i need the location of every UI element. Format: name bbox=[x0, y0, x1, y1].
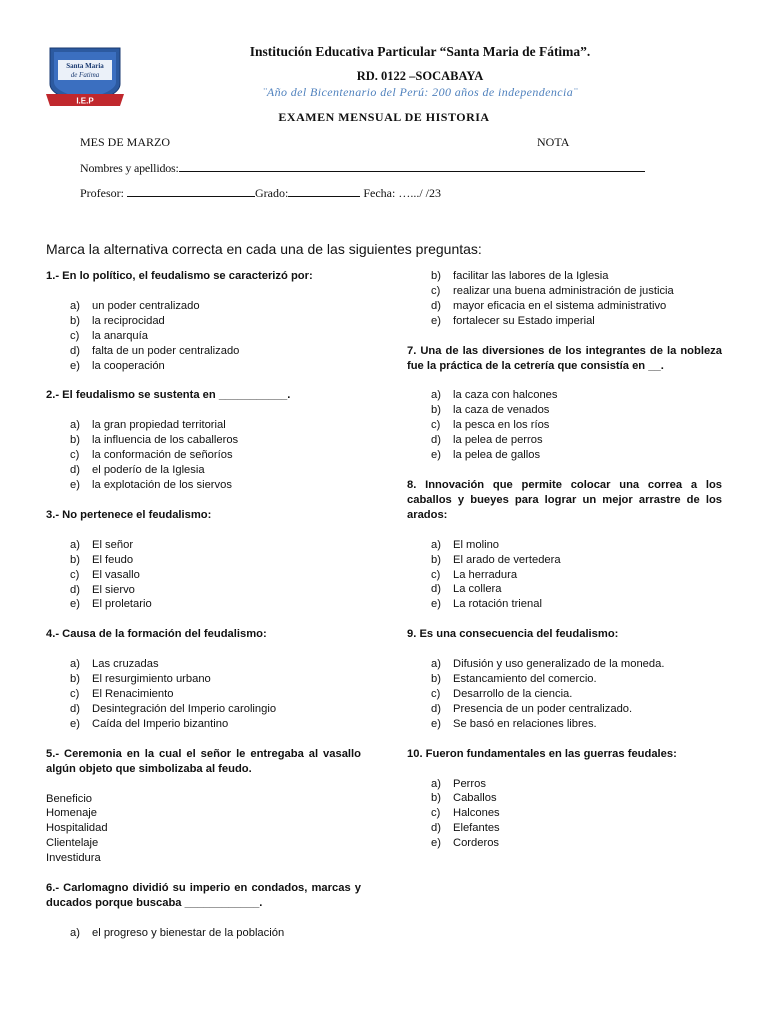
answer-option[interactable]: c) El Renacimiento bbox=[70, 688, 174, 701]
answer-option[interactable]: b) la reciprocidad bbox=[70, 314, 165, 327]
answer-option[interactable]: a) la caza con halcones bbox=[431, 389, 558, 402]
answer-option[interactable]: a) El molino bbox=[431, 538, 500, 551]
answer-option[interactable]: a) Difusión y uso generalizado de la moneda. bbox=[431, 658, 665, 671]
answer-option[interactable]: b) El resurgimiento urbano bbox=[70, 673, 211, 686]
grado-blank-line[interactable] bbox=[288, 186, 360, 197]
answer-option[interactable]: c) realizar una buena administración de justicia bbox=[431, 284, 674, 297]
question-text: 9. Es una consecuencia del feudalismo: bbox=[407, 628, 619, 641]
answer-option[interactable]: c) la conformación de señoríos bbox=[70, 449, 233, 462]
answer-option[interactable]: Investidura bbox=[46, 852, 101, 865]
answer-option[interactable]: e) El proletario bbox=[70, 598, 152, 611]
grado-label: Grado: bbox=[255, 186, 289, 200]
month-label: MES DE MARZO bbox=[80, 135, 171, 149]
answer-option[interactable]: Clientelaje bbox=[46, 837, 99, 850]
answer-option[interactable]: a) El señor bbox=[70, 538, 134, 551]
answer-option[interactable]: d) Elefantes bbox=[431, 822, 500, 835]
answer-option[interactable]: c) la anarquía bbox=[70, 329, 148, 342]
answer-option[interactable]: Hospitalidad bbox=[46, 822, 108, 835]
question-text: 2.- El feudalismo se sustenta en ___________. bbox=[46, 389, 291, 402]
answer-option[interactable]: Homenaje bbox=[46, 807, 97, 820]
question-text: 1.- En lo político, el feudalismo se caracterizó por: bbox=[46, 270, 313, 282]
answer-option[interactable]: b) la caza de venados bbox=[431, 404, 550, 417]
date-label: Fecha: ….../ /23 bbox=[360, 186, 441, 200]
answer-option[interactable]: b) la influencia de los caballeros bbox=[70, 434, 239, 447]
resolution-number: RD. 0122 –SOCABAYA bbox=[356, 69, 484, 83]
svg-text:Santa Maria: Santa Maria bbox=[66, 62, 104, 70]
answer-option[interactable]: e) la pelea de gallos bbox=[431, 449, 541, 462]
name-blank-line[interactable] bbox=[179, 161, 645, 172]
answer-option[interactable]: d) Desintegración del Imperio carolingio bbox=[70, 702, 277, 715]
answer-option[interactable]: b) El feudo bbox=[70, 553, 134, 566]
answer-option[interactable]: c) Halcones bbox=[431, 807, 500, 820]
answer-option[interactable]: b) facilitar las labores de la Iglesia bbox=[431, 270, 609, 282]
school-crest-logo bbox=[44, 44, 126, 110]
instruction-text: Marca la alternativa correcta en cada una de las siguientes preguntas: bbox=[46, 241, 482, 257]
questions-left-column bbox=[46, 269, 361, 941]
question-text: 8. Innovación que permite colocar una correa a los caballos y bueyes para lograr un mejor arrastre de los arados: bbox=[407, 478, 722, 521]
answer-option[interactable]: Beneficio bbox=[46, 792, 93, 805]
teacher-label: Profesor: bbox=[80, 186, 127, 200]
question-text: 4.- Causa de la formación del feudalismo: bbox=[46, 628, 267, 641]
answer-option[interactable]: d) Presencia de un poder centralizado. bbox=[431, 702, 633, 715]
teacher-blank-line[interactable] bbox=[127, 186, 255, 197]
question-text: 3.- No pertenece el feudalismo: bbox=[46, 508, 212, 521]
student-name-field[interactable] bbox=[80, 161, 645, 176]
answer-option[interactable]: e) la explotación de los siervos bbox=[70, 478, 232, 491]
answer-option[interactable]: d) mayor eficacia en el sistema administrativo bbox=[431, 299, 667, 312]
name-label: Nombres y apellidos: bbox=[80, 161, 179, 175]
answer-option[interactable]: e) la cooperación bbox=[70, 359, 165, 372]
answer-option[interactable]: e) Caída del Imperio bizantino bbox=[70, 717, 229, 730]
questions-right-column bbox=[407, 269, 722, 851]
exam-title: EXAMEN MENSUAL DE HISTORIA bbox=[278, 110, 490, 124]
answer-option[interactable]: d) el poderío de la Iglesia bbox=[70, 464, 205, 477]
answer-option[interactable]: e) Se basó en relaciones libres. bbox=[431, 717, 597, 730]
answer-option[interactable]: a) Las cruzadas bbox=[70, 658, 159, 671]
answer-option[interactable]: c) la pesca en los ríos bbox=[431, 419, 550, 432]
answer-option[interactable]: b) El arado de vertedera bbox=[431, 553, 561, 566]
answer-option[interactable]: e) Corderos bbox=[431, 837, 500, 850]
answer-option[interactable]: c) Desarrollo de la ciencia. bbox=[431, 687, 573, 700]
institution-name: Institución Educativa Particular “Santa Maria de Fátima”. bbox=[249, 44, 591, 59]
answer-option[interactable]: c) La herradura bbox=[431, 568, 518, 581]
svg-text:I.E.P: I.E.P bbox=[76, 96, 94, 106]
answer-option[interactable]: b) Estancamiento del comercio. bbox=[431, 673, 597, 686]
answer-option[interactable]: a) el progreso y bienestar de la población bbox=[70, 926, 285, 939]
answer-option[interactable]: e) La rotación trienal bbox=[431, 598, 542, 611]
question-text: 6.- Carlomagno dividió su imperio en condados, marcas y ducados porque buscaba ____________. bbox=[46, 882, 361, 909]
answer-option[interactable]: b) Caballos bbox=[431, 792, 497, 805]
answer-option[interactable]: e) fortalecer su Estado imperial bbox=[431, 314, 595, 327]
answer-option[interactable]: a) Perros bbox=[431, 777, 486, 790]
answer-option[interactable]: a) la gran propiedad territorial bbox=[70, 419, 226, 432]
answer-option[interactable]: a) un poder centralizado bbox=[70, 299, 200, 312]
svg-text:de Fatima: de Fatima bbox=[70, 71, 100, 79]
grade-label: NOTA bbox=[537, 135, 570, 149]
answer-option[interactable]: c) El vasallo bbox=[70, 568, 140, 581]
year-motto: ¨Año del Bicentenario del Perú: 200 años de independencia¨ bbox=[262, 85, 578, 99]
answer-option[interactable]: d) La collera bbox=[431, 583, 502, 596]
question-text: 5.- Ceremonia en la cual el señor le entregaba al vasallo algún objeto que simbolizaba al feudo. bbox=[46, 747, 361, 775]
answer-option[interactable]: d) falta de un poder centralizado bbox=[70, 344, 240, 357]
question-text: 7. Una de las diversiones de los integrantes de la nobleza fue la práctica de la cetrería que consistía en __. bbox=[407, 344, 722, 372]
teacher-grade-date-row bbox=[80, 186, 441, 201]
answer-option[interactable]: d) la pelea de perros bbox=[431, 434, 543, 447]
answer-option[interactable]: d) El siervo bbox=[70, 583, 135, 596]
question-text: 10. Fueron fundamentales en las guerras feudales: bbox=[407, 747, 677, 760]
